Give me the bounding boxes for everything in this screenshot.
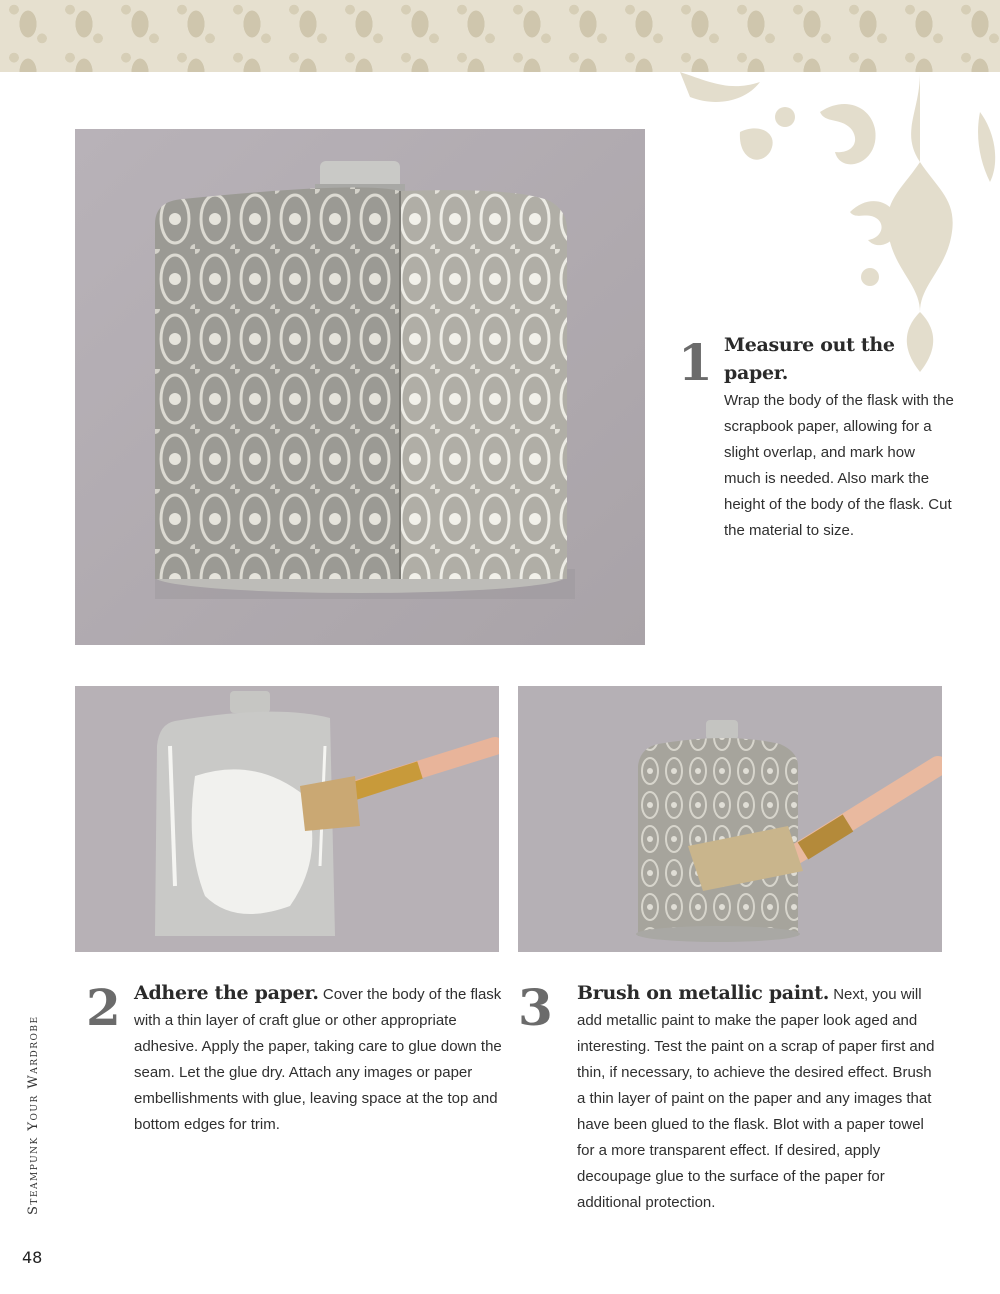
running-head-book-title: Steampunk Your Wardrobe (26, 1015, 41, 1215)
photo-flask-metallic-paint (518, 686, 942, 952)
step-3-number: 3 (518, 978, 553, 1037)
page-number: 48 (22, 1248, 43, 1267)
step-3-text (577, 980, 937, 1216)
damask-corner-ornament (620, 72, 1000, 372)
step-2-text (134, 980, 504, 1138)
damask-header-band (0, 0, 1000, 72)
step-1-body: Wrap the body of the flask with the scrapbook paper, allowing for a slight overlap, and mark how much is needed. Also mark the height of the body of the flask. Cut the material to size. (724, 392, 954, 539)
step-2-body: Cover the body of the flask with a thin layer of craft glue or other appropriate adhesive. Apply the paper, taking care to glue down the seam. Let the glue dry. Attach any images or paper embellishments with glue, leaving space at the top and bottom edges for trim. (134, 986, 502, 1133)
step-2-title: Adhere the paper. (134, 982, 319, 1004)
step-2-number: 2 (86, 978, 121, 1037)
step-1-title: Measure out the paper. (724, 334, 895, 384)
photo-flask-glue (75, 686, 499, 952)
step-3-title: Brush on metallic paint. (577, 982, 830, 1004)
step-3-body: Next, you will add metallic paint to make the paper look aged and interesting. Test the paint on a scrap of paper first and thin, if necessary, to achieve the desired effect. Brush a thin layer of paint on the paper and any images that have been glued to the flask. Blot with a paper towel for a more transparent effect. If desired, apply decoupage glue to the surface of the paper for additional protection. (577, 986, 935, 1211)
photo-flask-wrapped (75, 129, 645, 645)
step-1-number: 1 (678, 333, 713, 392)
step-1-text (724, 332, 954, 544)
